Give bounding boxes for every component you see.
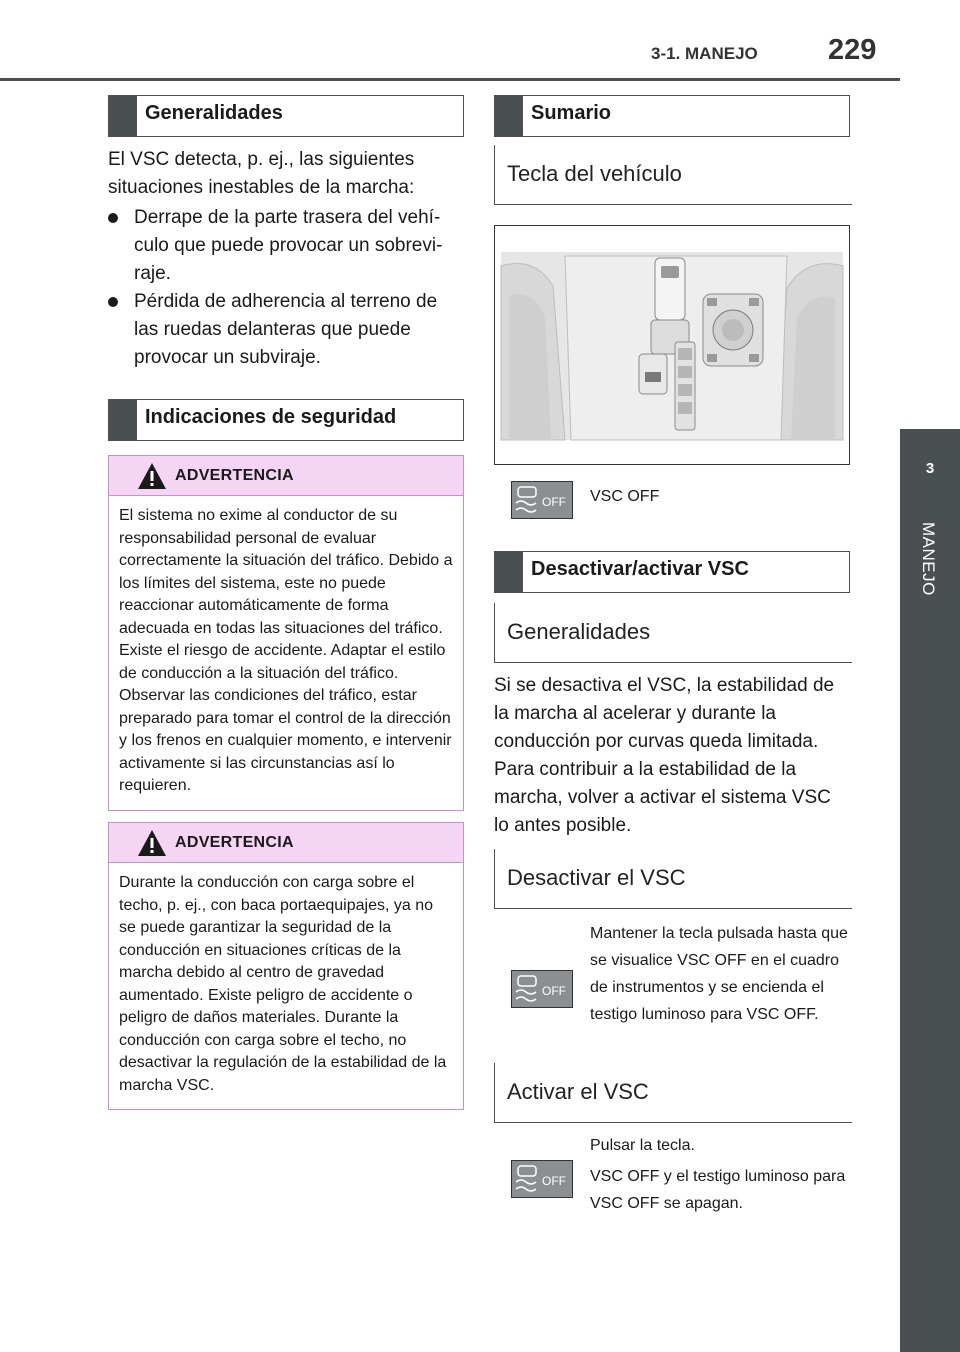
center-console-image bbox=[495, 226, 849, 464]
warning-title: ADVERTENCIA bbox=[175, 834, 294, 851]
activar-instruction-1: Pulsar la tecla. bbox=[590, 1137, 695, 1154]
paragraph-reactivar: Para contribuir a la estabilidad de la marcha, volver a activar el sistema VSC lo antes posible. bbox=[494, 759, 831, 836]
heading-sumario: Sumario bbox=[494, 95, 850, 137]
paragraph-desactivar-efecto: Si se desactiva el VSC, la estabilidad de la marcha al acelerar y durante la conducción por curvas queda limitada. bbox=[494, 675, 835, 752]
heading-seguridad: Indicaciones de seguridad bbox=[108, 399, 464, 441]
section-label: 3-1. MANEJO bbox=[651, 44, 758, 63]
console-illustration bbox=[494, 225, 850, 465]
desactivar-instructions: Mantener la tecla pulsada hasta que se visualice VSC OFF en el cuadro de instrumentos y se encienda el testigo luminoso para VSC OFF. bbox=[590, 925, 848, 1023]
vsc-off-key-icon bbox=[511, 970, 573, 1008]
chapter-strip bbox=[900, 509, 960, 1352]
page-header bbox=[0, 0, 960, 80]
heading-desactivar-activar: Desactivar/activar VSC bbox=[494, 551, 850, 593]
warning-title: ADVERTENCIA bbox=[175, 467, 294, 484]
vsc-off-label: VSC OFF bbox=[590, 488, 660, 505]
intro-paragraph: El VSC detecta, p. ej., las siguientes situaciones inestables de la marcha: bbox=[108, 149, 415, 198]
svg-text:OFF: OFF bbox=[542, 1174, 566, 1188]
warning-box-2 bbox=[108, 822, 464, 1110]
page-number: 229 bbox=[828, 34, 877, 66]
svg-text:OFF: OFF bbox=[542, 984, 566, 998]
subheading-activar: Activar el VSC bbox=[494, 1063, 852, 1123]
subheading-tecla: Tecla del vehículo bbox=[494, 145, 852, 205]
warning-text: El sistema no exime al conductor de su responsabilidad personal de evaluar correctamente la situación del tráfico. Debido a los límites del sistema, este no puede reaccionar automáticamente de forma adecuada en todas las situaciones del tráfico. Existe el riesgo de accidente. Adaptar el estilo de conducción a la situación del tráfico. Observar las condiciones del tráfico, estar preparado para tomar el control de la dirección y los frenos en cualquier momento, e intervenir activamente si las circunstancias así lo requieren. bbox=[119, 507, 453, 794]
chapter-side-tab bbox=[900, 0, 960, 1352]
warning-box-1 bbox=[108, 455, 464, 811]
list-item: Pérdida de adherencia al terreno de las ruedas delanteras que puede provocar un subviraje. bbox=[108, 288, 468, 372]
subheading-generalidades: Generalidades bbox=[494, 603, 852, 663]
warning-triangle-icon bbox=[137, 462, 167, 490]
heading-generalidades: Generalidades bbox=[108, 95, 464, 137]
svg-text:OFF: OFF bbox=[542, 495, 566, 509]
activar-instruction-2: VSC OFF y el testigo luminoso para VSC OFF se apagan. bbox=[590, 1168, 846, 1212]
bullet-icon bbox=[108, 213, 118, 223]
header-rule bbox=[0, 78, 900, 81]
subheading-desactivar: Desactivar el VSC bbox=[494, 849, 852, 909]
bullet-icon bbox=[108, 297, 118, 307]
warning-triangle-icon bbox=[137, 829, 167, 857]
vsc-off-key-icon bbox=[511, 481, 573, 519]
vsc-off-key-icon bbox=[511, 1160, 573, 1198]
chapter-number: 3 bbox=[900, 429, 960, 509]
chapter-name: MANEJO bbox=[919, 522, 938, 596]
list-item: Derrape de la parte trasera del vehículo que puede provocar un sobreviraje. bbox=[108, 204, 468, 288]
warning-text: Durante la conducción con carga sobre el techo, p. ej., con baca portaequipajes, ya no se puede garantizar la seguridad de la conducción en situaciones críticas de la marcha debido al centro de gravedad aumentado. Existe peligro de accidente o peligro de daños materiales. Durante la conducción con carga sobre el techo, no desactivar la regulación de la estabilidad de la marcha VSC. bbox=[119, 874, 447, 1094]
